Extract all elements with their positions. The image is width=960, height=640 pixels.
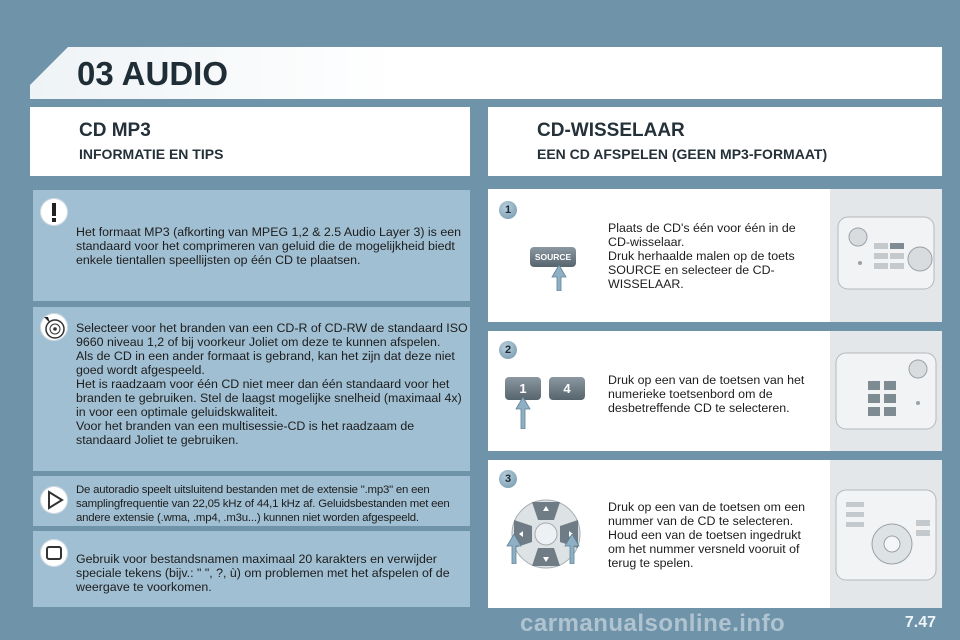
warning-icon (40, 198, 68, 226)
chapter-title: 03 AUDIO (77, 55, 228, 92)
page-number: 7.47 (904, 614, 936, 631)
radio-front-panel (830, 189, 942, 322)
up-arrow-icon (551, 265, 567, 294)
step-number: 1 (499, 201, 517, 219)
step-number: 3 (499, 470, 517, 488)
corner-fold (30, 47, 68, 85)
source-button[interactable]: SOURCE (530, 247, 576, 267)
radio-nav-panel (830, 460, 942, 608)
step-3 (488, 460, 942, 608)
section-cd-mp3 (30, 107, 470, 176)
section-subtitle: EEN CD AFSPELEN (GEEN MP3-FORMAAT) (537, 146, 828, 162)
key-4-button[interactable]: 4 (549, 377, 585, 400)
section-cd-changer (488, 107, 942, 176)
key-1-button[interactable]: 1 (505, 377, 541, 400)
step-text: Druk op een van de toetsen om een nummer van de CD te selecteren. Houd een van de toetsen ingedrukt om het nummer versneld vooruit of terug te spelen. (608, 500, 806, 570)
up-arrow-icon (506, 534, 522, 567)
play-icon (40, 486, 68, 514)
step-1 (488, 189, 942, 322)
section-subtitle: INFORMATIE EN TIPS (79, 146, 224, 162)
up-arrow-icon (515, 397, 531, 432)
tip-text: Gebruik voor bestandsnamen maximaal 20 karakters en verwijder speciale tekens (bijv.: " ", ?, ù) om problemen met het afspelen of de weergave te voorkomen. (76, 552, 450, 594)
step-text: Druk op een van de toetsen van het numerieke toetsenbord om de desbetreffende CD te selecteren. (608, 373, 805, 415)
stop-icon (40, 539, 68, 567)
tip-burning (33, 307, 470, 471)
step-number: 2 (499, 341, 517, 359)
tip-mp3-format (33, 190, 470, 301)
chapter-header (30, 47, 942, 99)
watermark: carmanualsonline.info (520, 610, 786, 637)
section-title: CD-WISSELAAR (537, 120, 685, 141)
tip-text: De autoradio speelt uitsluitend bestanden met de extensie ".mp3" en een samplingfrequentie van 22,05 kHz of 44,1 kHz af. Geluidsbestanden met een andere extensie (.wma, .mp4, .m3u...) kunnen niet worden afgespeeld. (76, 484, 450, 524)
tip-text: Selecteer voor het branden van een CD-R of CD-RW de standaard ISO 9660 niveau 1,2 of bij voorkeur Joliet om deze te kunnen afspelen. Als de CD in een ander formaat is gebrand, kan het zijn dat deze niet goed wordt afgespeeld. Het is raadzaam voor één CD niet meer dan één standaard voor het branden te gebruiken. Stel de laagst mogelijke snelheid (maximaal 4x) in voor een optimale geluidskwaliteit. Voor het branden van een multisessie-CD is het raadzaam de standaard Joliet te gebruiken. (76, 321, 468, 447)
tip-filenames (33, 531, 470, 607)
radio-keypad-panel (830, 331, 942, 451)
section-title: CD MP3 (79, 120, 151, 141)
tip-extension (33, 476, 470, 526)
up-arrow-icon (564, 534, 580, 567)
step-2 (488, 331, 942, 451)
tip-text: Het formaat MP3 (afkorting van MPEG 1,2 & 2.5 Audio Layer 3) is een standaard voor het comprimeren van geluid die de mogelijkheid biedt enkele tientallen speellijsten op één CD te plaatsen. (76, 225, 461, 267)
cd-burn-icon (40, 313, 68, 341)
step-text: Plaats de CD's één voor één in de CD-wisselaar. Druk herhaalde malen op de toets SOURCE en selecteer de CD-WISSELAAR. (608, 221, 796, 291)
